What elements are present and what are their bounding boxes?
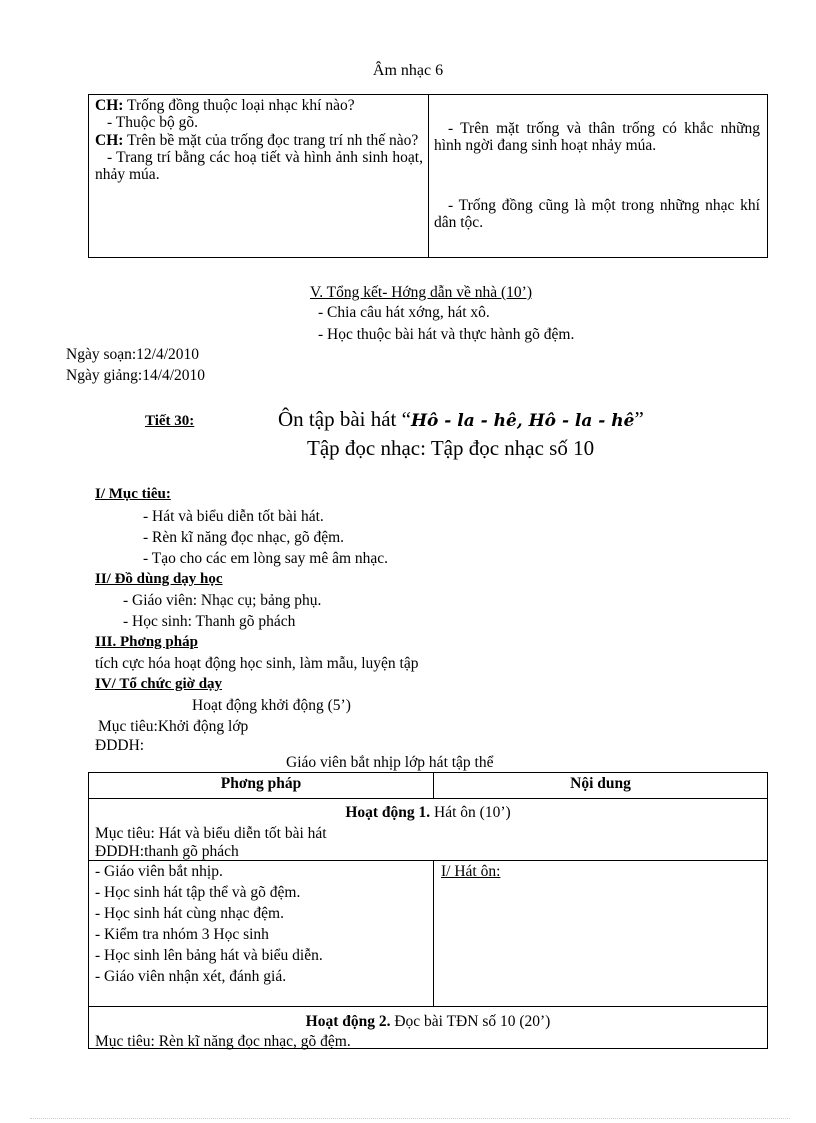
section-2-item: - Học sinh: Thanh gõ phách (123, 613, 296, 630)
section-3-heading: III. Phơng pháp (95, 634, 198, 650)
prep-date: Ngày soạn:12/4/2010 (66, 346, 200, 363)
row-divider (89, 860, 767, 861)
qa-left-cell (89, 95, 429, 257)
qa-left-content (95, 97, 423, 183)
page-bottom-rule (30, 1118, 790, 1119)
lesson-title (278, 407, 644, 432)
activity-1-step: - Học sinh hát tập thể và gõ đệm. (95, 884, 301, 901)
activity-2-title (89, 1013, 767, 1031)
activity-1-content: I/ Hát ôn: (441, 863, 501, 880)
warmup-caption: Giáo viên bắt nhịp lớp hát tập thể (286, 754, 494, 771)
lesson-number: Tiết 30: (145, 413, 195, 429)
col-divider (433, 860, 434, 1006)
qa-table (88, 94, 768, 258)
summary-heading: V. Tổng kết- Hớng dẫn về nhà (10’) (310, 284, 532, 301)
activity-1-dddh: ĐDDH:thanh gõ phách (95, 843, 239, 860)
col-header-content: Nội dung (570, 775, 631, 792)
warmup-activity: Hoạt động khởi động (5’) (192, 697, 351, 714)
section-1-item: - Hát và biểu diễn tốt bài hát. (143, 508, 324, 525)
question-1: Trống đồng thuộc loại nhạc khí nào? (123, 97, 355, 114)
summary-line-1: - Chia câu hát xớng, hát xô. (318, 304, 490, 321)
lesson-title-prefix: Ôn tập bài hát “ (278, 407, 411, 431)
song-name: Hô - la - hê, Hô - la - hê (410, 411, 635, 431)
activity-2-goal: Mục tiêu: Rèn kĩ năng đọc nhạc, gõ đệm. (95, 1033, 351, 1050)
activity-1-step: - Học sinh lên bảng hát và biểu diễn. (95, 947, 323, 964)
section-1-item: - Tạo cho các em lòng say mê âm nhạc. (143, 550, 389, 567)
activity-1-step: - Học sinh hát cùng nhạc đệm. (95, 905, 284, 922)
summary-line-2: - Học thuộc bài hát và thực hành gõ đệm. (318, 326, 575, 343)
activity-1-title (89, 804, 767, 822)
activity-1-title-rest: Hát ôn (10’) (430, 804, 511, 821)
question-label: CH: (95, 132, 124, 149)
teach-date: Ngày giảng:14/4/2010 (66, 367, 206, 384)
question-label: CH: (95, 97, 124, 114)
qa-right-cell (430, 95, 767, 257)
section-3-text: tích cực hóa hoạt động học sinh, làm mẫu, luyện tập (95, 655, 419, 672)
activity-1-step: - Giáo viên nhận xét, đánh giá. (95, 968, 287, 985)
warmup-dddh: ĐDDH: (95, 737, 145, 754)
lesson-subtitle: Tập đọc nhạc: Tập đọc nhạc số 10 (307, 436, 595, 460)
warmup-goal: Mục tiêu:Khởi động lớp (98, 718, 249, 735)
activity-table (88, 772, 768, 1049)
section-1-heading: I/ Mục tiêu: (95, 486, 171, 502)
activity-2-title-bold: Hoạt động 2. (305, 1013, 391, 1030)
section-1-item: - Rèn kĩ năng đọc nhạc, gõ đệm. (143, 529, 345, 546)
answer-1: - Thuộc bộ gõ. (107, 114, 198, 131)
answer-2: - Trang trí bằng các hoạ tiết và hình ảnh sinh hoạt, nhảy múa. (95, 149, 423, 183)
activity-2-title-rest: Đọc bài TĐN số 10 (20’) (390, 1013, 551, 1030)
answer-right-2: - Trống đồng cũng là một trong những nhạc khí dân tộc. (434, 197, 760, 231)
row-divider (89, 798, 767, 799)
activity-1-title-bold: Hoạt động 1. (345, 804, 431, 821)
activity-1-step: - Kiểm tra nhóm 3 Học sinh (95, 926, 269, 943)
page-cut-line (88, 1048, 768, 1049)
section-2-heading: II/ Đồ dùng dạy học (95, 571, 223, 587)
answer-right-1: - Trên mặt trống và thân trống có khắc những hình ngời đang sinh hoạt nhảy múa. (434, 120, 760, 154)
question-2: Trên bề mặt của trống đọc trang trí nh thế nào? (123, 132, 419, 149)
lesson-title-suffix: ” (634, 407, 644, 431)
section-2-item: - Giáo viên: Nhạc cụ; bảng phụ. (123, 592, 322, 609)
col-header-method: Phơng pháp (220, 775, 302, 792)
activity-1-goal: Mục tiêu: Hát và biểu diễn tốt bài hát (95, 825, 327, 842)
activity-1-step: - Giáo viên bắt nhịp. (95, 863, 223, 880)
section-4-heading: IV/ Tổ chức giờ dạy (95, 676, 223, 692)
row-divider (89, 1006, 767, 1007)
page-header: Âm nhạc 6 (372, 62, 444, 79)
col-divider (433, 773, 434, 799)
